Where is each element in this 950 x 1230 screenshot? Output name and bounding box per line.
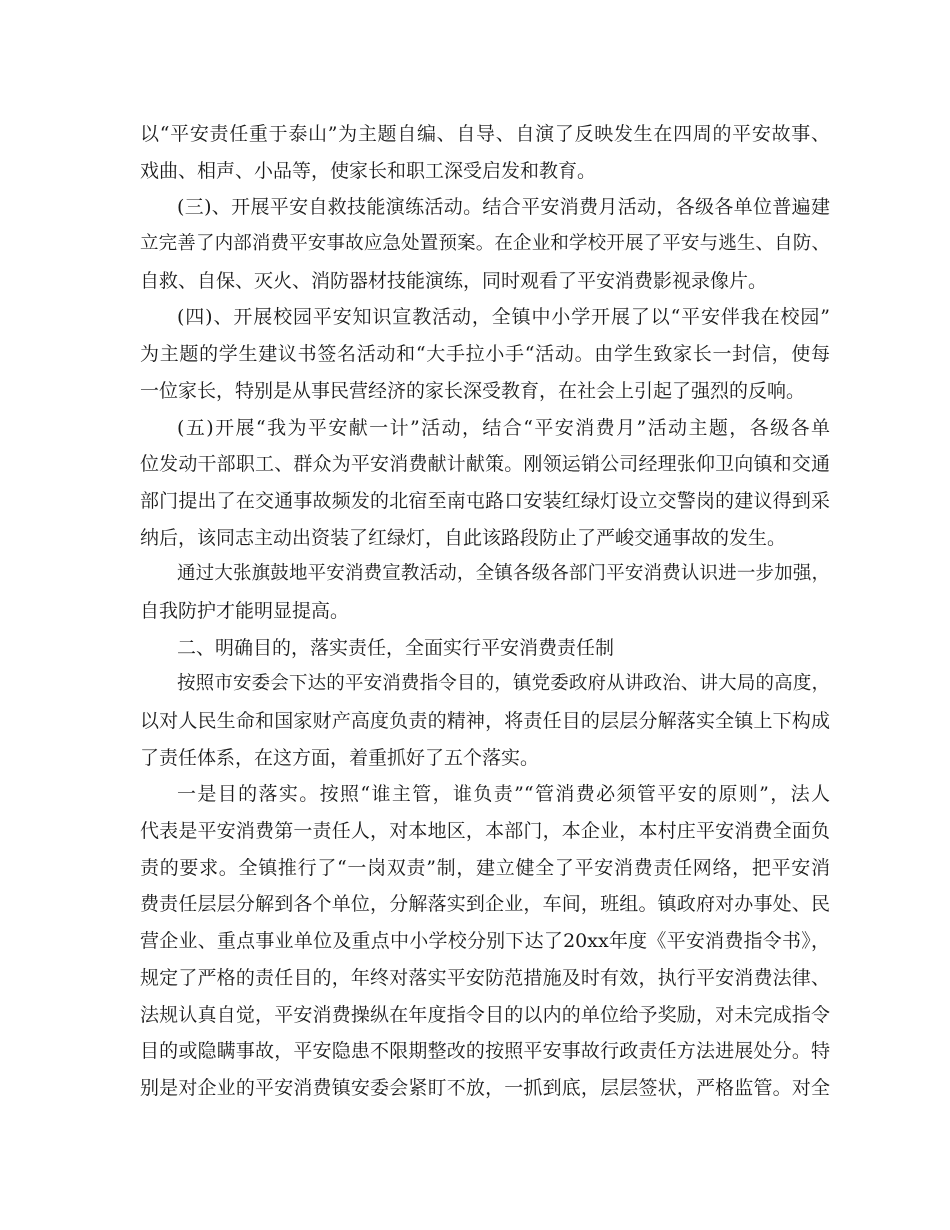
text-line: 营企业、重点事业单位及重点中小学校分别下达了20xx年度《平安消费指令书》， bbox=[140, 930, 830, 953]
text-line: 以“平安责任重于泰山”为主题自编、自导、自演了反映发生在四周的平安故事、 bbox=[140, 123, 830, 145]
text-line: 规定了严格的责任目的，年终对落实平安防范措施及时有效，执行平安消费法律、 bbox=[140, 966, 830, 989]
text-line: (四)、开展校园平安知识宣教活动，全镇中小学开展了以“平安伴我在校园” bbox=[177, 306, 830, 329]
text-line: 自救、自保、灭火、消防器材技能演练，同时观看了平安消费影视录像片。 bbox=[140, 269, 768, 292]
text-line: 通过大张旗鼓地平安消费宣教活动，全镇各级各部门平安消费认识进一步加强， bbox=[177, 563, 830, 585]
text-line: 部门提出了在交通事故频发的北宿至南屯路口安装红绿灯设立交警岗的建议得到采 bbox=[140, 489, 830, 512]
text-line: 二、明确目的，落实责任，全面实行平安消费责任制 bbox=[177, 636, 615, 659]
text-line: 代表是平安消费第一责任人，对本地区，本部门，本企业，本村庄平安消费全面负 bbox=[140, 820, 830, 843]
text-line: 为主题的学生建议书签名活动和“大手拉小手“活动。由学生致家长一封信，使每 bbox=[140, 343, 830, 366]
text-line: (三)、开展平安自救技能演练活动。结合平安消费月活动，各级各单位普遍建 bbox=[177, 196, 830, 219]
text-line: 纳后，该同志主动出资装了红绿灯，自此该路段防止了严峻交通事故的发生。 bbox=[140, 526, 787, 549]
text-line: 法规认真自觉，平安消费操纵在年度指令目的以内的单位给予奖励，对未完成指令 bbox=[140, 1003, 830, 1026]
text-line: 立完善了内部消费平安事故应急处置预案。在企业和学校开展了平安与逃生、自防、 bbox=[140, 233, 830, 255]
text-line: 费责任层层分解到各个单位，分解落实到企业，车间，班组。镇政府对办事处、民 bbox=[140, 893, 830, 916]
text-line: 戏曲、相声、小品等，使家长和职工深受启发和教育。 bbox=[140, 159, 597, 182]
text-line: (五)开展“我为平安献一计”活动，结合“平安消费月”活动主题，各级各单 bbox=[177, 416, 830, 439]
text-line: 别是对企业的平安消费镇安委会紧盯不放，一抓到底，层层签状，严格监管。对全 bbox=[140, 1076, 830, 1099]
text-line: 责的要求。全镇推行了“一岗双责”制，建立健全了平安消费责任网络，把平安消 bbox=[140, 856, 830, 879]
text-line: 以对人民生命和国家财产高度负责的精神，将责任目的层层分解落实全镇上下构成 bbox=[140, 710, 830, 732]
text-line: 位发动干部职工、群众为平安消费献计献策。刚领运销公司经理张仰卫向镇和交通 bbox=[140, 453, 830, 476]
text-line: 一是目的落实。按照“谁主管，谁负责”“管消费必须管平安的原则”，法人 bbox=[177, 783, 830, 806]
text-line: 目的或隐瞒事故，平安隐患不限期整改的按照平安事故行政责任方法进展处分。特 bbox=[140, 1040, 830, 1063]
text-line: 一位家长，特别是从事民营经济的家长深受教育，在社会上引起了强烈的反响。 bbox=[140, 379, 806, 402]
document-body bbox=[140, 116, 830, 1107]
text-line: 按照市安委会下达的平安消费指令目的，镇党委政府从讲政治、讲大局的高度， bbox=[177, 673, 830, 695]
text-line: 了责任体系，在这方面，着重抓好了五个落实。 bbox=[140, 746, 540, 769]
text-line: 自我防护才能明显提高。 bbox=[140, 599, 350, 622]
